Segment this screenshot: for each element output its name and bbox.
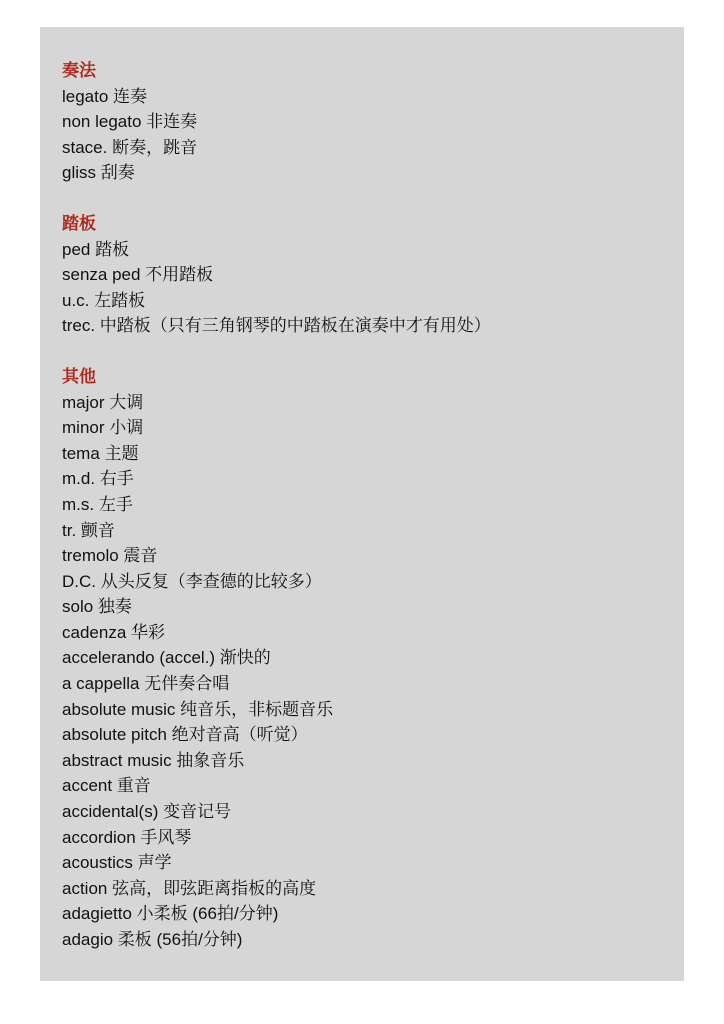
list-item: D.C. 从头反复（李查德的比较多） <box>62 571 322 591</box>
list-item: tema 主题 <box>62 443 139 463</box>
list-item: stace. 断奏，跳音 <box>62 137 198 157</box>
section-heading: 其他 <box>62 366 96 386</box>
list-item: solo 独奏 <box>62 597 132 617</box>
list-item: abstract music 抽象音乐 <box>62 750 245 770</box>
list-item: cadenza 华彩 <box>62 622 165 642</box>
list-item: accordion 手风琴 <box>62 827 192 847</box>
list-item: accidental(s) 变音记号 <box>62 802 232 822</box>
section-heading: 踏板 <box>62 213 96 233</box>
list-item: accelerando (accel.) 渐快的 <box>62 648 271 668</box>
list-item: minor 小调 <box>62 418 144 438</box>
list-item: action 弦高，即弦距离指板的高度 <box>62 878 317 898</box>
entry-list <box>62 237 684 339</box>
entry-list <box>62 84 684 186</box>
document-page <box>40 27 684 981</box>
list-item: accent 重音 <box>62 776 151 796</box>
entry-list <box>62 390 684 953</box>
list-item: adagio 柔板 (56拍/分钟) <box>62 930 243 949</box>
list-item: non legato 非连奏 <box>62 112 198 132</box>
section-other <box>62 364 684 953</box>
list-item: m.s. 左手 <box>62 494 133 514</box>
list-item: senza ped 不用踏板 <box>62 265 214 285</box>
section-heading: 奏法 <box>62 61 96 80</box>
list-item: major 大调 <box>62 392 144 412</box>
list-item: u.c. 左踏板 <box>62 290 146 310</box>
list-item: gliss 刮奏 <box>62 163 135 183</box>
list-item: legato 连奏 <box>62 86 148 106</box>
list-item: trec. 中踏板（只有三角钢琴的中踏板在演奏中才有用处） <box>62 316 491 336</box>
section-pedals <box>62 211 684 339</box>
list-item: m.d. 右手 <box>62 469 134 489</box>
list-item: ped 踏板 <box>62 239 130 259</box>
list-item: tr. 颤音 <box>62 520 115 540</box>
section-playing-techniques <box>62 58 684 186</box>
list-item: tremolo 震音 <box>62 546 158 566</box>
list-item: acoustics 声学 <box>62 853 172 873</box>
list-item: absolute music 纯音乐，非标题音乐 <box>62 699 334 719</box>
list-item: adagietto 小柔板 (66拍/分钟) <box>62 904 279 924</box>
list-item: absolute pitch 绝对音高（听觉） <box>62 725 308 745</box>
list-item: a cappella 无伴奏合唱 <box>62 674 230 694</box>
